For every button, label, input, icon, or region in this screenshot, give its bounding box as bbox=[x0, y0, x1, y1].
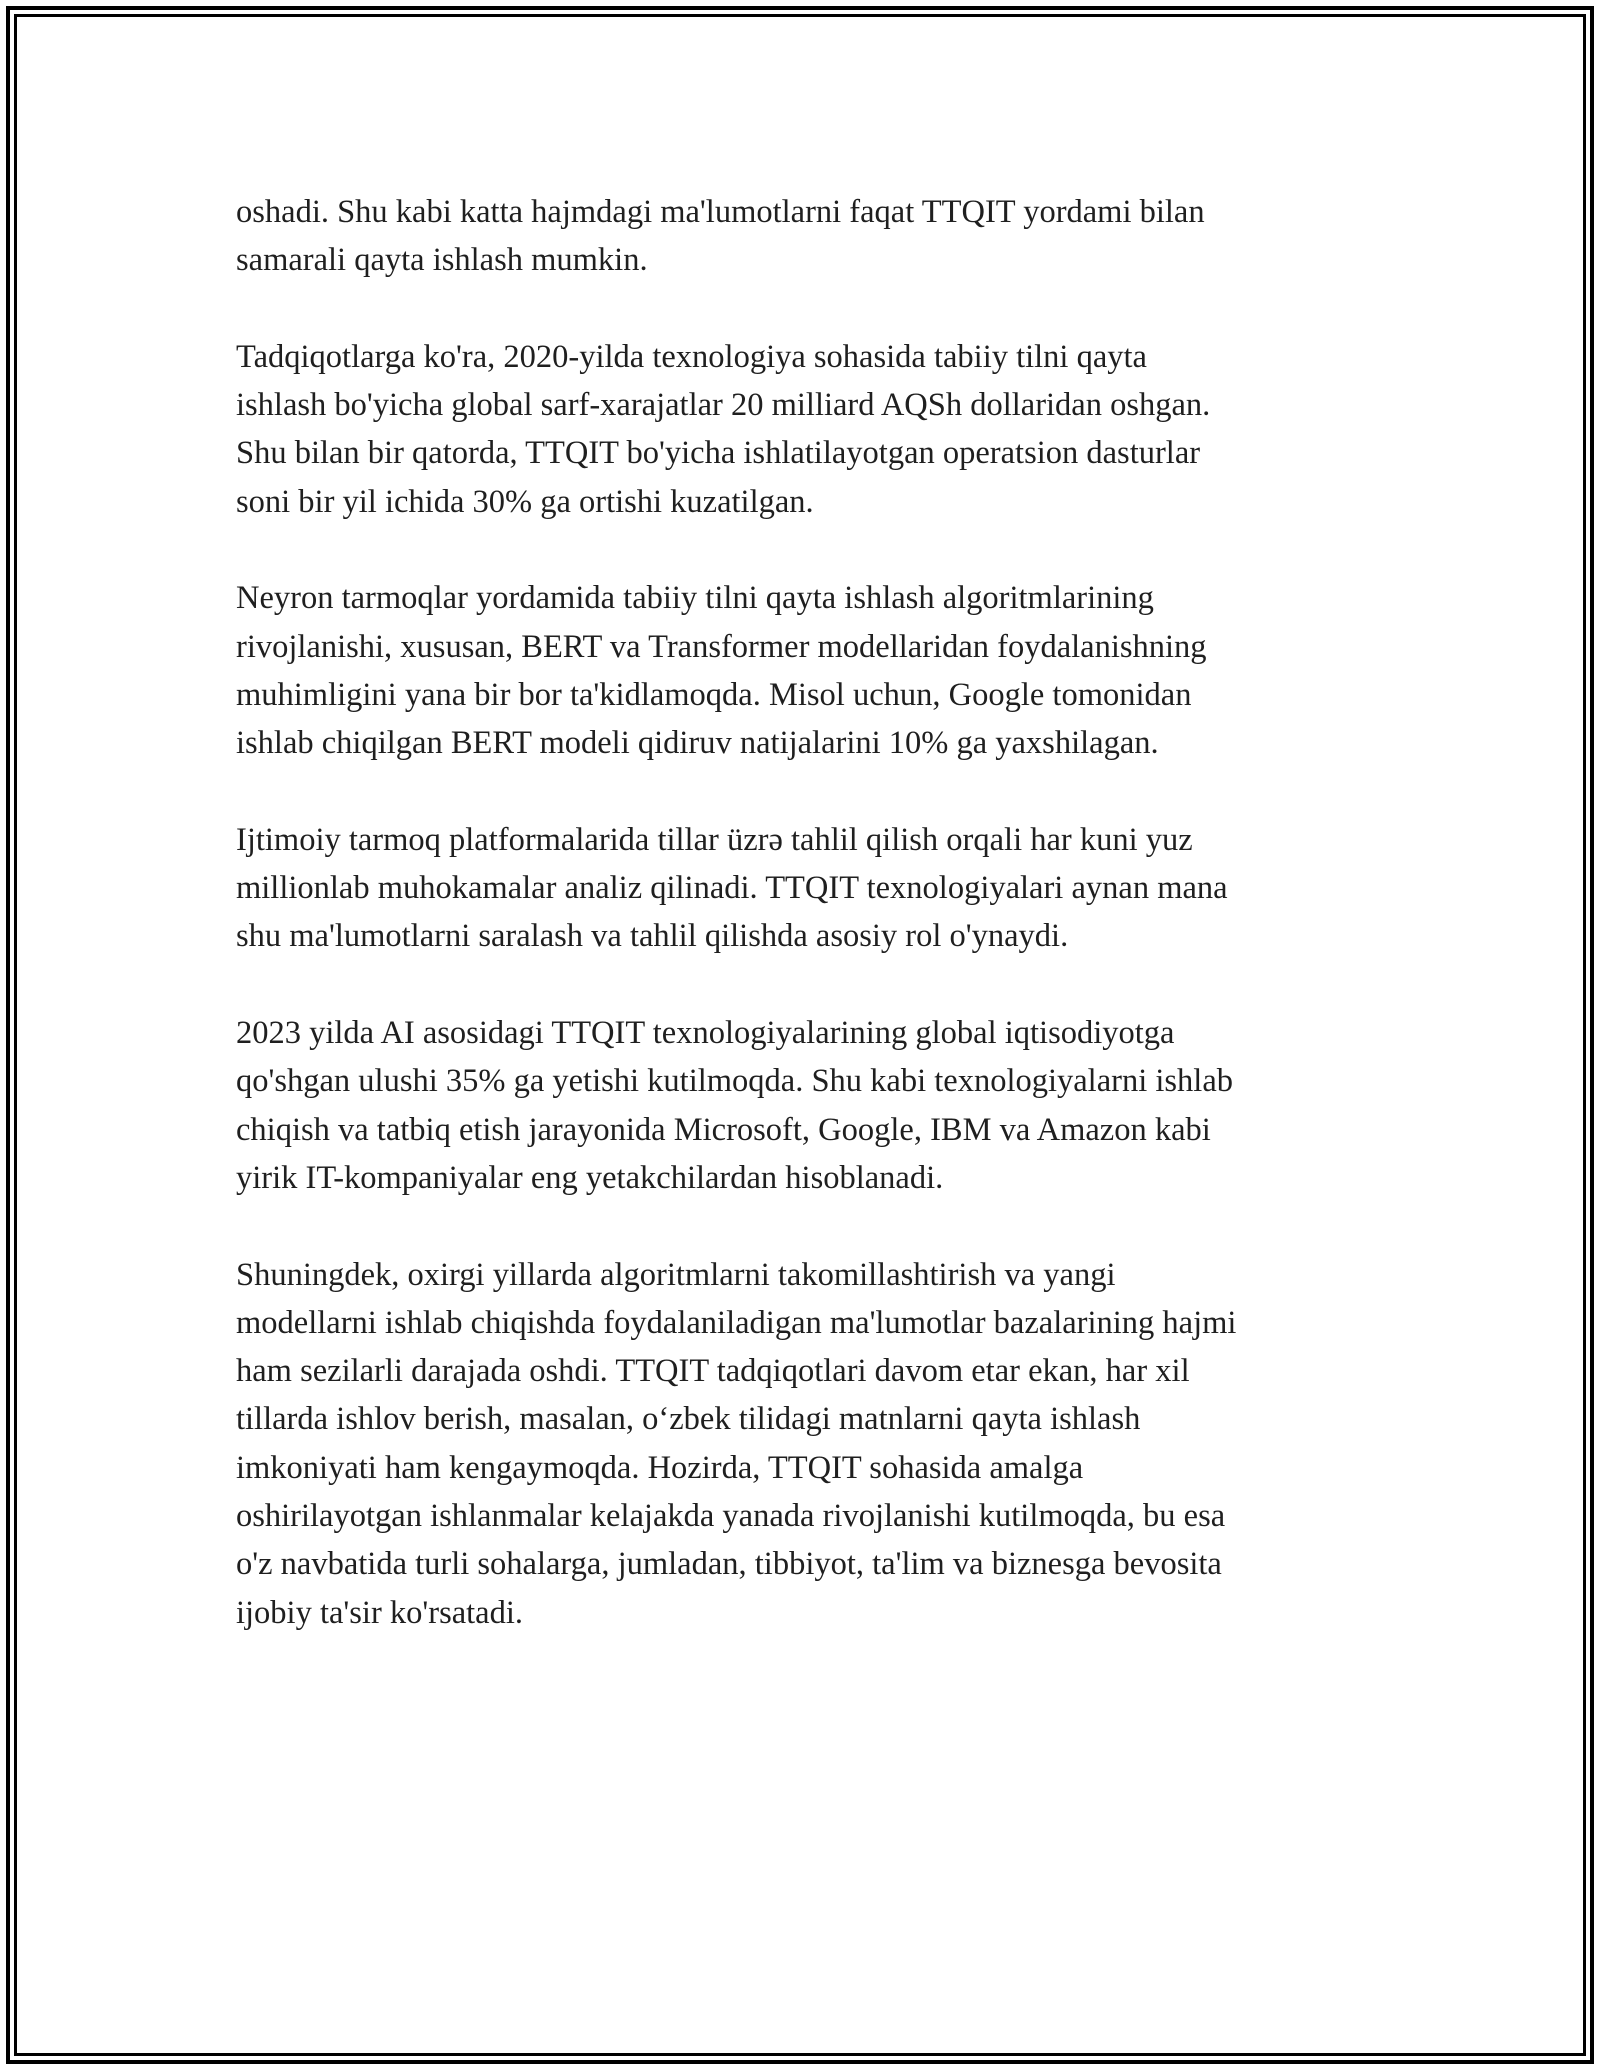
paragraph: 2023 yilda AI asosidagi TTQIT texnologiyalarining global iqtisodiyotga qo'shgan ulushi 35% ga yetishi kutilmoqda. Shu kabi texnologiyalarni ishlab chiqish va tatbiq etish jarayonida Microsoft, Google, IBM va Amazon kabi yirik IT-kompaniyalar eng yetakchilardan hisoblanadi. bbox=[236, 1015, 1233, 1196]
paragraph: Neyron tarmoqlar yordamida tabiiy tilni qayta ishlash algoritmlarining rivojlanishi, xususan, BERT va Transformer modellaridan foydalanishning muhimligini yana bir bor ta'kidlamoqda. Misol uchun, Google tomonidan ishlab chiqilgan BERT modeli qidiruv natijalarini 10% ga yaxshilagan. bbox=[236, 580, 1207, 762]
paragraph: Tadqiqotlarga ko'ra, 2020-yilda texnologiya sohasida tabiiy tilni qayta ishlash bo'yicha global sarf-xarajatlar 20 milliard AQSh dollaridan oshgan. Shu bilan bir qatorda, TTQIT bo'yicha ishlatilayotgan operatsion dasturlar soni bir yil ichida 30% ga ortishi kuzatilgan. bbox=[236, 338, 1211, 520]
document-body bbox=[236, 188, 1376, 1685]
paragraph: Shuningdek, oxirgi yillarda algoritmlarni takomillashtirish va yangi modellarni ishlab chiqishda foydalaniladigan ma'lumotlar bazalarining hajmi ham sezilarli darajada oshdi. TTQIT tadqiqotlari davom etar ekan, har xil tillarda ishlov berish, masalan, o‘zbek tilidagi matnlarni qayta ishlash imkoniyati ham kengaymoqda. Hozirda, TTQIT sohasida amalga oshirilayotgan ishlanmalar kelajakda yanada rivojlanishi kutilmoqda, bu esa o'z navbatida turli sohalarga, jumladan, tibbiyot, ta'lim va biznesga bevosita ijobiy ta'sir ko'rsatadi. bbox=[236, 1256, 1237, 1631]
paragraph: Ijtimoiy tarmoq platformalarida tillar üzrə tahlil qilish orqali har kuni yuz millionlab muhokamalar analiz qilinadi. TTQIT texnologiyalari aynan mana shu ma'lumotlarni saralash va tahlil qilishda asosiy rol o'ynaydi. bbox=[236, 821, 1228, 955]
paragraph: oshadi. Shu kabi katta hajmdagi ma'lumotlarni faqat TTQIT yordami bilan samarali qayta ishlash mumkin. bbox=[236, 194, 1205, 279]
